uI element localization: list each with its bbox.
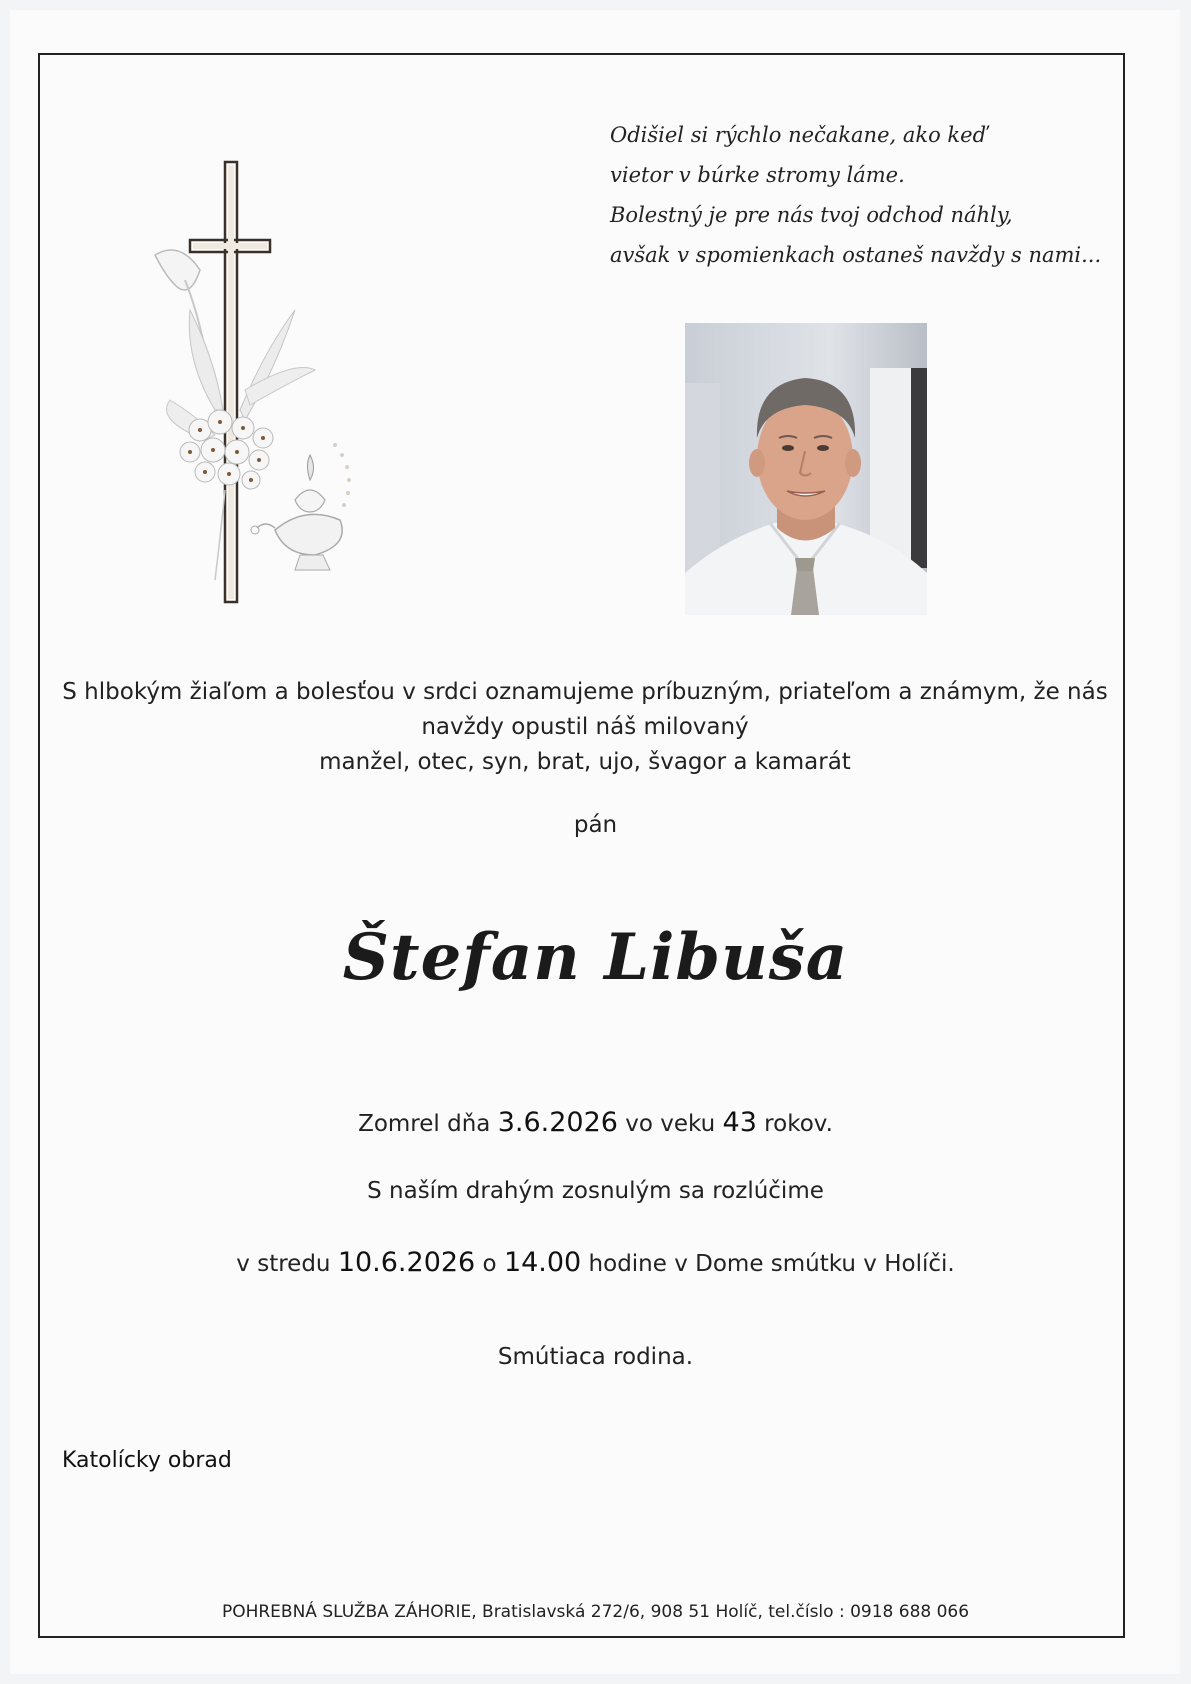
death-date: 3.6.2026 [497, 1107, 618, 1138]
death-age: 43 [722, 1107, 757, 1138]
funeral-time: 14.00 [503, 1247, 582, 1278]
death-line [0, 1107, 1191, 1138]
honorific: pán [573, 812, 618, 838]
cross-with-flowers-icon [145, 160, 375, 610]
verse-line: Bolestný je pre nás tvoj odchod náhly, [610, 203, 1013, 227]
funeral-line [0, 1247, 1191, 1278]
death-prefix: Zomrel dňa [358, 1111, 498, 1137]
memorial-verse [610, 115, 1110, 275]
verse-line: Odišiel si rýchlo nečakane, ako keď [610, 123, 987, 147]
rite-label: Katolícky obrad [62, 1448, 232, 1473]
funeral-suffix: hodine v Dome smútku v Holíči. [581, 1251, 955, 1277]
family-signature: Smútiaca rodina. [497, 1344, 694, 1370]
verse-line: avšak v spomienkach ostaneš navždy s nami... [610, 243, 1102, 267]
announcement-line: manžel, otec, syn, brat, ujo, švagor a kamarát [319, 749, 851, 775]
funeral-date: 10.6.2026 [337, 1247, 476, 1278]
announcement [60, 675, 1110, 780]
portrait-photo [685, 323, 927, 615]
death-middle: vo veku [617, 1111, 723, 1137]
funeral-service-footer: POHREBNÁ SLUŽBA ZÁHORIE, Bratislavská 272/6, 908 51 Holíč, tel.číslo : 0918 688 066 [221, 1602, 970, 1622]
farewell-intro: S naším drahým zosnulým sa rozlúčime [367, 1178, 824, 1204]
verse-line: vietor v búrke stromy láme. [610, 163, 905, 187]
funeral-connector: o [475, 1251, 504, 1277]
announcement-line: S hlbokým žiaľom a bolesťou v srdci oznamujeme príbuzným, priateľom a známym, že nás [62, 679, 1108, 705]
death-suffix: rokov. [756, 1111, 833, 1137]
deceased-name: Štefan Libuša [342, 920, 849, 995]
announcement-line: navždy opustil náš milovaný [421, 714, 749, 740]
funeral-prefix: v stredu [236, 1251, 338, 1277]
